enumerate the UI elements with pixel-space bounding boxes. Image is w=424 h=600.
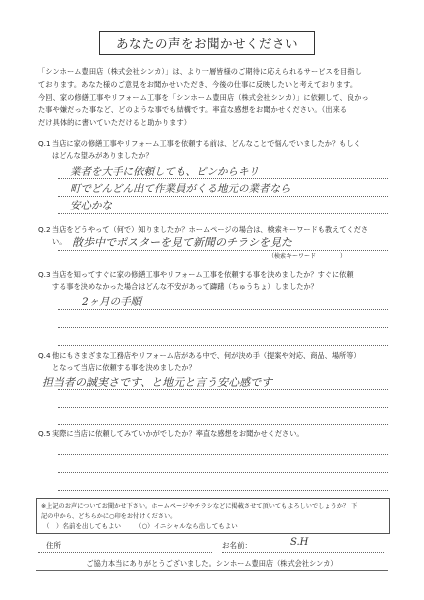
q1-number: Q.1 bbox=[38, 139, 51, 148]
answer-line bbox=[58, 454, 388, 455]
q4-answer: 担当者の誠実さです、と地元と言う安心感です bbox=[42, 376, 273, 389]
q5-text: 実際に当店に依頼してみていかがでしたか？率直な感想をお聞かせください。 bbox=[52, 429, 304, 438]
intro-line: 今回、家の修繕工事やリフォーム工事を「シンホーム豊田店（株式会社シンカ）」に依頼して、良かっ bbox=[38, 92, 369, 102]
answer-line bbox=[58, 424, 388, 425]
intro-text bbox=[38, 66, 392, 130]
title-box bbox=[99, 31, 315, 55]
q2-number: Q.2 bbox=[38, 225, 51, 234]
name-label: お名前： bbox=[222, 541, 252, 550]
consent-option-initial[interactable]: （○）イニシャルなら出してもよい bbox=[135, 522, 238, 530]
consent-text: 記の中から、どちらかに○印をお付けください。 bbox=[41, 513, 177, 520]
answer-line bbox=[58, 472, 388, 473]
page-title: あなたの声をお聞かせください bbox=[115, 36, 298, 51]
q4-question-cont bbox=[52, 362, 196, 374]
q3-text-line: 当店を知ってすぐに家の修繕工事やリフォーム工事を依頼する事を決めましたか？すぐに依頼 bbox=[52, 270, 354, 279]
keyword-label: （検索キーワード ） bbox=[268, 253, 347, 260]
q3-number: Q.3 bbox=[38, 270, 51, 279]
q3-text-line: する事を決めなかった場合はどんな不安があって躊躇（ちゅうちょ）しましたか？ bbox=[52, 282, 318, 291]
q4-question bbox=[38, 350, 361, 362]
q4-text-line: となって当店に依頼する事を決めましたか？ bbox=[52, 363, 196, 372]
answer-line bbox=[58, 345, 388, 346]
address-line bbox=[38, 552, 212, 553]
consent-text: ※上記のお声についてお聞かせ下さい。ホームページやチラシなどに掲載させて頂いてもよろしいでしょうか？ 下 bbox=[41, 503, 358, 510]
name-line bbox=[222, 552, 384, 553]
q4-text-line: 他にもさまざまな工務店やリフォーム店がある中で、何が決め手（提案や対応、商品、場所等） bbox=[52, 351, 361, 360]
q2-answer: 散歩中でポスターを見て新聞のチラシを見た bbox=[72, 236, 292, 249]
q1-question-cont bbox=[52, 150, 153, 162]
q2-question-cont bbox=[52, 236, 66, 248]
q3-question-cont bbox=[52, 281, 318, 293]
name-value: S.H bbox=[290, 537, 309, 548]
intro-line: た事や嫌だった事など、どのような事でも結構です。率直な感想をお聞かせください。（出来る bbox=[38, 105, 348, 115]
consent-box bbox=[36, 498, 390, 534]
q4-number: Q.4 bbox=[38, 351, 51, 360]
q1-text-line: はどんな望みがありましたか？ bbox=[52, 151, 153, 160]
intro-line: だけ具体的に書いていただけると助かります） bbox=[38, 118, 192, 128]
footer-thanks: ご協力本当にありがとうございました。シンホーム豊田店（株式会社シンカ） bbox=[86, 559, 338, 568]
q1-answer-line: 安心かな bbox=[70, 200, 112, 212]
answer-line bbox=[58, 407, 388, 408]
q2-text-cont: い。 bbox=[52, 237, 67, 246]
q5-number: Q.5 bbox=[38, 429, 51, 438]
q3-answer: 2ヶ月の手順 bbox=[82, 296, 142, 308]
q2-text: 当店をどうやって（何で）知りましたか？ホームページの場合は、検索キーワードも教えてくださ bbox=[52, 225, 369, 234]
intro-line: 「シンホーム豊田店（株式会社シンカ）」は、より一層皆様のご期待に応えられるサービスを目指し bbox=[38, 67, 362, 76]
answer-line bbox=[58, 196, 388, 197]
answer-line bbox=[58, 327, 388, 328]
intro-line: ております。あなた様のご意見をお聞かせいただき、今後の仕事に反映したいと考えております。 bbox=[38, 79, 358, 89]
answer-line bbox=[58, 178, 388, 179]
q5-question bbox=[38, 428, 304, 440]
q1-question bbox=[38, 138, 361, 150]
q1-answer-line: 業者を大手に依頼しても、ピンからキリ bbox=[70, 166, 259, 178]
consent-option-name[interactable]: （ ）名前を出してもよい bbox=[43, 522, 121, 530]
q1-text-line: 当店に家の修繕工事やリフォーム工事を依頼する前は、どんなことで悩んでいましたか？もしく bbox=[52, 139, 361, 148]
q3-question bbox=[38, 269, 354, 281]
answer-line bbox=[58, 389, 388, 390]
answer-line bbox=[58, 490, 388, 491]
q1-answer-line: 町でどんどん出て作業員がくる地元の業者なら bbox=[70, 183, 291, 195]
answer-line bbox=[58, 309, 388, 310]
address-label: 住所 bbox=[46, 541, 61, 550]
answer-line bbox=[58, 213, 388, 214]
footer-rule bbox=[36, 570, 388, 571]
